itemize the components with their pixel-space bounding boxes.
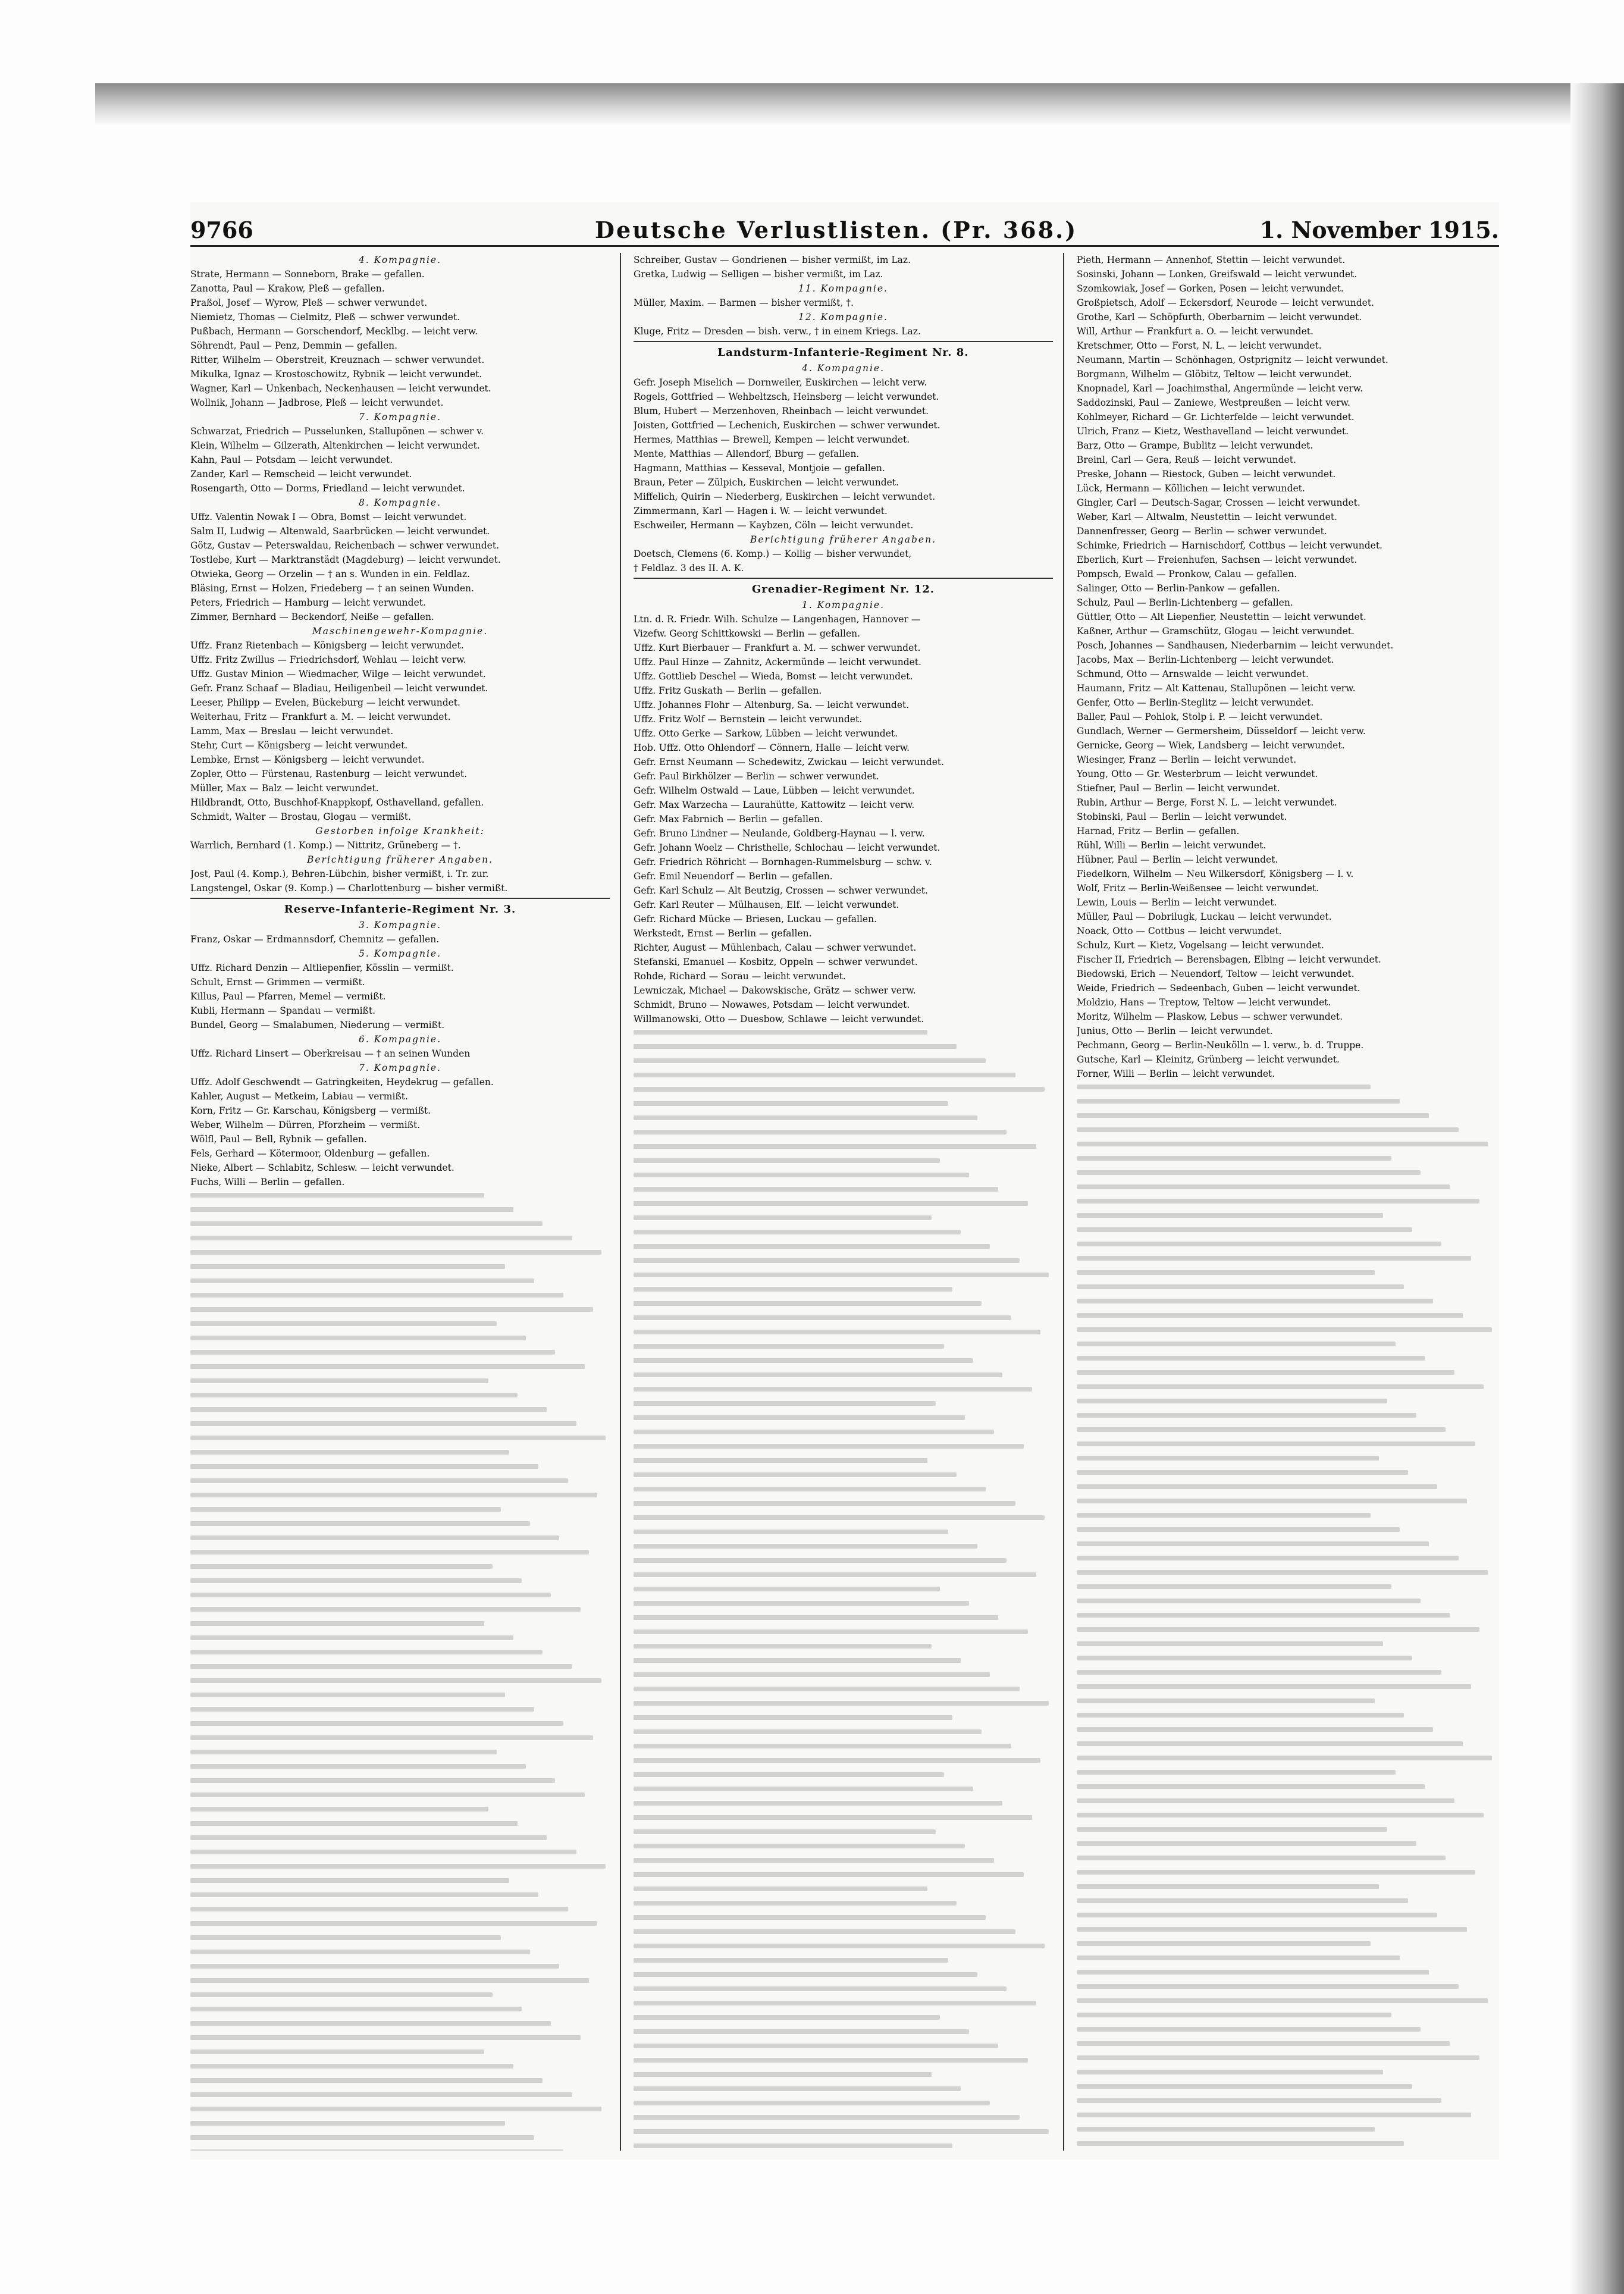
casualty-entry: Gefr. Karl Reuter — Mülhausen, Elf. — leicht verwundet. bbox=[634, 900, 899, 910]
column-divider bbox=[620, 253, 621, 2151]
casualty-entry: Müller, Maxim. — Barmen — bisher vermißt, †. bbox=[634, 297, 854, 308]
casualty-entry: Schmidt, Bruno — Nowawes, Potsdam — leicht verwundet. bbox=[634, 999, 910, 1010]
casualty-entry: † Feldlaz. 3 des II. A. K. bbox=[634, 563, 744, 574]
casualty-entry: Uffz. Gottlieb Deschel — Wieda, Bomst — leicht verwundet. bbox=[634, 671, 913, 682]
casualty-entry: Ltn. d. R. Friedr. Wilh. Schulze — Langenhagen, Hannover — bbox=[634, 614, 921, 625]
casualty-entry: Uffz. Richard Denzin — Altliepenfier, Kösslin — vermißt. bbox=[190, 963, 454, 973]
casualty-entry: Wagner, Karl — Unkenbach, Neckenhausen — leicht verwundet. bbox=[190, 383, 491, 394]
casualty-entry: Strate, Hermann — Sonneborn, Brake — gefallen. bbox=[190, 269, 425, 280]
casualty-entry: Leeser, Philipp — Evelen, Bückeburg — leicht verwundet. bbox=[190, 697, 460, 708]
casualty-entry: Genfer, Otto — Berlin-Steglitz — leicht verwundet. bbox=[1077, 697, 1314, 708]
casualty-entry: Jost, Paul (4. Komp.), Behren-Lübchin, bisher vermißt, i. Tr. zur. bbox=[190, 869, 489, 879]
casualty-entry: Zanotta, Paul — Krakow, Pleß — gefallen. bbox=[190, 283, 385, 294]
casualty-entry: Stiefner, Paul — Berlin — leicht verwundet. bbox=[1077, 783, 1280, 794]
casualty-entry: Niemietz, Thomas — Cielmitz, Pleß — schwer verwundet. bbox=[190, 312, 460, 322]
casualty-entry: Kahn, Paul — Potsdam — leicht verwundet. bbox=[190, 455, 393, 465]
casualty-entry: Gefr. Wilhelm Ostwald — Laue, Lübben — leicht verwundet. bbox=[634, 785, 915, 796]
casualty-entry: Gutsche, Karl — Kleinitz, Grünberg — leicht verwundet. bbox=[1077, 1054, 1340, 1065]
casualty-entry: Uffz. Fritz Guskath — Berlin — gefallen. bbox=[634, 685, 822, 696]
casualty-entry: Pompsch, Ewald — Pronkow, Calau — gefallen. bbox=[1077, 569, 1297, 579]
casualty-entry: Ritter, Wilhelm — Oberstreit, Kreuznach — schwer verwundet. bbox=[190, 355, 485, 365]
casualty-entry: Uffz. Otto Gerke — Sarkow, Lübben — leicht verwundet. bbox=[634, 728, 898, 739]
casualty-entry: Lewin, Louis — Berlin — leicht verwundet. bbox=[1077, 897, 1277, 908]
casualty-entry: Werkstedt, Ernst — Berlin — gefallen. bbox=[634, 928, 812, 939]
casualty-entry: Wolf, Fritz — Berlin-Weißensee — leicht verwundet. bbox=[1077, 883, 1319, 894]
casualty-entry: Warrlich, Bernhard (1. Komp.) — Nittritz, Grüneberg — †. bbox=[190, 840, 461, 851]
casualty-entry: Fischer II, Friedrich — Berensbagen, Elbing — leicht verwundet. bbox=[1077, 954, 1381, 965]
casualty-entry: Joisten, Gottfried — Lechenich, Euskirchen — schwer verwundet. bbox=[634, 420, 940, 431]
casualty-entry: Gefr. Joseph Miselich — Dornweiler, Euskirchen — leicht verw. bbox=[634, 377, 927, 388]
casualty-entry: Gefr. Friedrich Röhricht — Bornhagen-Rummelsburg — schw. v. bbox=[634, 857, 932, 867]
casualty-entry: Uffz. Gustav Minion — Wiedmacher, Wilge — leicht verwundet. bbox=[190, 669, 486, 679]
casualty-entry: Weber, Karl — Altwalm, Neustettin — leicht verwundet. bbox=[1077, 512, 1337, 522]
casualty-entry: Will, Arthur — Frankfurt a. O. — leicht verwundet. bbox=[1077, 326, 1313, 337]
casualty-entry: Hagmann, Matthias — Kesseval, Montjoie — gefallen. bbox=[634, 463, 885, 474]
casualty-entry: Lembke, Ernst — Königsberg — leicht verwundet. bbox=[190, 754, 425, 765]
casualty-entry: Baller, Paul — Pohlok, Stolp i. P. — leicht verwundet. bbox=[1077, 712, 1323, 722]
casualty-entry: Schulz, Kurt — Kietz, Vogelsang — leicht verwundet. bbox=[1077, 940, 1324, 951]
casualty-entry: Stefanski, Emanuel — Kosbitz, Oppeln — schwer verwundet. bbox=[634, 957, 918, 967]
casualty-entry: Fiedelkorn, Wilhelm — Neu Wilkersdorf, Königsberg — l. v. bbox=[1077, 869, 1354, 879]
section-heading: 11. Kompagnie. bbox=[798, 283, 888, 294]
casualty-entry: Praßol, Josef — Wyrow, Pleß — schwer verwundet. bbox=[190, 297, 428, 308]
text-continuation-placeholder bbox=[1077, 1085, 1496, 2151]
scan-edge-right bbox=[1570, 83, 1624, 2294]
casualty-entry: Uffz. Richard Linsert — Oberkreisau — † an seinen Wunden bbox=[190, 1048, 471, 1059]
casualty-entry: Schwarzat, Friedrich — Pusselunken, Stallupönen — schwer v. bbox=[190, 426, 484, 437]
casualty-entry: Kahler, August — Metkeim, Labiau — vermißt. bbox=[190, 1091, 408, 1102]
casualty-entry: Mikulka, Ignaz — Krostoschowitz, Rybnik — leicht verwundet. bbox=[190, 369, 482, 380]
casualty-entry: Pieth, Hermann — Annenhof, Stettin — leicht verwundet. bbox=[1077, 255, 1346, 265]
casualty-entry: Pechmann, Georg — Berlin-Neukölln — l. verw., b. d. Truppe. bbox=[1077, 1040, 1364, 1051]
casualty-entry: Zander, Karl — Remscheid — leicht verwundet. bbox=[190, 469, 412, 480]
casualty-entry: Müller, Max — Balz — leicht verwundet. bbox=[190, 783, 379, 794]
casualty-entry: Kohlmeyer, Richard — Gr. Lichterfelde — leicht verwundet. bbox=[1077, 412, 1355, 422]
casualty-entry: Korn, Fritz — Gr. Karschau, Königsberg — vermißt. bbox=[190, 1105, 431, 1116]
casualty-entry: Söhrendt, Paul — Penz, Demmin — gefallen. bbox=[190, 340, 398, 351]
casualty-entry: Gefr. Max Fabrnich — Berlin — gefallen. bbox=[634, 814, 823, 825]
casualty-entry: Hermes, Matthias — Brewell, Kempen — leicht verwundet. bbox=[634, 434, 910, 445]
casualty-entry: Lewniczak, Michael — Dakowskische, Grätz — schwer verw. bbox=[634, 985, 916, 996]
text-continuation-placeholder bbox=[190, 1193, 610, 2151]
casualty-entry: Güttler, Otto — Alt Liepenfier, Neustettin — leicht verwundet. bbox=[1077, 612, 1366, 622]
casualty-entry: Schult, Ernst — Grimmen — vermißt. bbox=[190, 977, 365, 988]
casualty-entry: Lück, Hermann — Köllichen — leicht verwundet. bbox=[1077, 483, 1305, 494]
casualty-entry: Rohde, Richard — Sorau — leicht verwundet. bbox=[634, 971, 846, 982]
casualty-entry: Zimmer, Bernhard — Beckendorf, Neiße — gefallen. bbox=[190, 612, 434, 622]
casualty-entry: Salm II, Ludwig — Altenwald, Saarbrücken — leicht verwundet. bbox=[190, 526, 490, 537]
section-heading: Berichtigung früherer Angaben. bbox=[306, 854, 494, 865]
section-heading: 12. Kompagnie. bbox=[798, 312, 888, 322]
casualty-entry: Fels, Gerhard — Kötermoor, Oldenburg — gefallen. bbox=[190, 1148, 430, 1159]
casualty-entry: Stehr, Curt — Königsberg — leicht verwundet. bbox=[190, 740, 408, 751]
column-1 bbox=[190, 253, 610, 2151]
casualty-entry: Gingler, Carl — Deutsch-Sagar, Crossen — leicht verwundet. bbox=[1077, 497, 1360, 508]
column-3 bbox=[1077, 253, 1496, 2151]
section-heading: 7. Kompagnie. bbox=[358, 1063, 442, 1073]
casualty-entry: Mente, Matthias — Allendorf, Bburg — gefallen. bbox=[634, 449, 860, 459]
casualty-entry: Gefr. Richard Mücke — Briesen, Luckau — gefallen. bbox=[634, 914, 877, 925]
casualty-entry: Nieke, Albert — Schlabitz, Schlesw. — leicht verwundet. bbox=[190, 1162, 454, 1173]
section-heading: Gestorben infolge Krankheit: bbox=[315, 826, 485, 836]
casualty-entry: Zimmermann, Karl — Hagen i. W. — leicht verwundet. bbox=[634, 506, 888, 516]
casualty-entry: Gefr. Emil Neuendorf — Berlin — gefallen. bbox=[634, 871, 833, 882]
casualty-entry: Kretschmer, Otto — Forst, N. L. — leicht verwundet. bbox=[1077, 340, 1322, 351]
section-heading: 3. Kompagnie. bbox=[358, 920, 442, 930]
casualty-entry: Gefr. Ernst Neumann — Schedewitz, Zwickau — leicht verwundet. bbox=[634, 757, 945, 767]
section-heading: 7. Kompagnie. bbox=[358, 412, 442, 422]
page-header bbox=[190, 214, 1499, 250]
casualty-entry: Ulrich, Franz — Kietz, Westhavelland — leicht verwundet. bbox=[1077, 426, 1349, 437]
scan-edge-top bbox=[95, 83, 1618, 125]
newspaper-page bbox=[190, 202, 1499, 2160]
regiment-heading: Reserve-Infanterie-Regiment Nr. 3. bbox=[190, 898, 610, 917]
page-date: 1. November 1915. bbox=[1259, 217, 1499, 243]
casualty-entry: Wölfl, Paul — Bell, Rybnik — gefallen. bbox=[190, 1134, 367, 1145]
casualty-entry: Uffz. Kurt Bierbauer — Frankfurt a. M. — schwer verwundet. bbox=[634, 643, 921, 653]
casualty-entry: Lamm, Max — Breslau — leicht verwundet. bbox=[190, 726, 394, 737]
casualty-entry: Junius, Otto — Berlin — leicht verwundet. bbox=[1077, 1026, 1273, 1036]
casualty-entry: Peters, Friedrich — Hamburg — leicht verwundet. bbox=[190, 597, 426, 608]
casualty-entry: Otwieka, Georg — Orzelin — † an s. Wunden in ein. Feldlaz. bbox=[190, 569, 471, 579]
section-heading: 8. Kompagnie. bbox=[358, 497, 442, 508]
casualty-entry: Doetsch, Clemens (6. Komp.) — Kollig — bisher verwundet, bbox=[634, 549, 912, 559]
section-heading: 4. Kompagnie. bbox=[801, 363, 885, 374]
casualty-entry: Kluge, Fritz — Dresden — bish. verw., † in einem Kriegs. Laz. bbox=[634, 326, 921, 337]
casualty-entry: Grothe, Karl — Schöpfurth, Oberbarnim — leicht verwundet. bbox=[1077, 312, 1362, 322]
casualty-entry: Moritz, Wilhelm — Plaskow, Lebus — schwer verwundet. bbox=[1077, 1011, 1343, 1022]
casualty-entry: Weide, Friedrich — Sedeenbach, Guben — leicht verwundet. bbox=[1077, 983, 1360, 994]
casualty-entry: Noack, Otto — Cottbus — leicht verwundet. bbox=[1077, 926, 1282, 936]
casualty-entry: Uffz. Paul Hinze — Zahnitz, Ackermünde — leicht verwundet. bbox=[634, 657, 921, 667]
casualty-entry: Breinl, Carl — Gera, Reuß — leicht verwundet. bbox=[1077, 455, 1296, 465]
casualty-entry: Rühl, Willi — Berlin — leicht verwundet. bbox=[1077, 840, 1266, 851]
casualty-entry: Stobinski, Paul — Berlin — leicht verwundet. bbox=[1077, 811, 1287, 822]
casualty-entry: Weber, Wilhelm — Dürren, Pforzheim — vermißt. bbox=[190, 1120, 421, 1130]
casualty-entry: Neumann, Martin — Schönhagen, Ostprignitz — leicht verwundet. bbox=[1077, 355, 1388, 365]
casualty-entry: Gernicke, Georg — Wiek, Landsberg — leicht verwundet. bbox=[1077, 740, 1345, 751]
casualty-entry: Vizefw. Georg Schittkowski — Berlin — gefallen. bbox=[634, 628, 861, 639]
casualty-entry: Uffz. Fritz Zwillus — Friedrichsdorf, Wehlau — leicht verw. bbox=[190, 654, 466, 665]
casualty-entry: Zopler, Otto — Fürstenau, Rastenburg — leicht verwundet. bbox=[190, 769, 468, 779]
casualty-entry: Salinger, Otto — Berlin-Pankow — gefallen. bbox=[1077, 583, 1280, 594]
casualty-entry: Dannenfresser, Georg — Berlin — schwer verwundet. bbox=[1077, 526, 1327, 537]
casualty-entry: Bundel, Georg — Smalabumen, Niederung — vermißt. bbox=[190, 1020, 445, 1030]
casualty-entry: Fuchs, Willi — Berlin — gefallen. bbox=[190, 1177, 345, 1187]
casualty-entry: Großpietsch, Adolf — Eckersdorf, Neurode — leicht verwundet. bbox=[1077, 297, 1374, 308]
casualty-entry: Gefr. Bruno Lindner — Neulande, Goldberg-Haynau — l. verw. bbox=[634, 828, 925, 839]
regiment-heading: Landsturm-Infanterie-Regiment Nr. 8. bbox=[634, 341, 1053, 360]
column-divider bbox=[1063, 253, 1064, 2151]
casualty-entry: Gefr. Johann Woelz — Christhelle, Schlochau — leicht verwundet. bbox=[634, 842, 940, 853]
casualty-entry: Borgmann, Wilhelm — Glöbitz, Teltow — leicht verwundet. bbox=[1077, 369, 1352, 380]
casualty-entry: Preske, Johann — Riestock, Guben — leicht verwundet. bbox=[1077, 469, 1336, 480]
casualty-entry: Barz, Otto — Grampe, Bublitz — leicht verwundet. bbox=[1077, 440, 1313, 451]
regiment-heading: Grenadier-Regiment Nr. 12. bbox=[634, 578, 1053, 597]
casualty-entry: Schmidt, Walter — Brostau, Glogau — vermißt. bbox=[190, 811, 411, 822]
section-heading: Berichtigung früherer Angaben. bbox=[750, 534, 937, 545]
casualty-entry: Gefr. Karl Schulz — Alt Beutzig, Crossen — schwer verwundet. bbox=[634, 885, 928, 896]
casualty-entry: Miffelich, Quirin — Niederberg, Euskirchen — leicht verwundet. bbox=[634, 491, 936, 502]
section-heading: Maschinengewehr-Kompagnie. bbox=[312, 626, 488, 637]
casualty-entry: Willmanowski, Otto — Duesbow, Schlawe — leicht verwundet. bbox=[634, 1014, 924, 1024]
casualty-entry: Hübner, Paul — Berlin — leicht verwundet. bbox=[1077, 854, 1278, 865]
casualty-entry: Eschweiler, Hermann — Kaybzen, Cöln — leicht verwundet. bbox=[634, 520, 914, 531]
text-continuation-placeholder bbox=[634, 1030, 1053, 2151]
casualty-entry: Hob. Uffz. Otto Ohlendorf — Cönnern, Halle — leicht verw. bbox=[634, 742, 910, 753]
casualty-entry: Moldzio, Hans — Treptow, Teltow — leicht verwundet. bbox=[1077, 997, 1331, 1008]
casualty-entry: Wiesinger, Franz — Berlin — leicht verwundet. bbox=[1077, 754, 1297, 765]
casualty-entry: Kaßner, Arthur — Gramschütz, Glogau — leicht verwundet. bbox=[1077, 626, 1355, 637]
casualty-entry: Braun, Peter — Zülpich, Euskirchen — leicht verwundet. bbox=[634, 477, 899, 488]
casualty-entry: Tostlebe, Kurt — Marktranstädt (Magdeburg) — leicht verwundet. bbox=[190, 554, 501, 565]
casualty-entry: Killus, Paul — Pfarren, Memel — vermißt. bbox=[190, 991, 386, 1002]
section-heading: 4. Kompagnie. bbox=[358, 255, 442, 265]
casualty-entry: Uffz. Fritz Wolf — Bernstein — leicht verwundet. bbox=[634, 714, 863, 725]
casualty-entry: Pußbach, Hermann — Gorschendorf, Mecklbg. — leicht verw. bbox=[190, 326, 478, 337]
casualty-entry: Jacobs, Max — Berlin-Lichtenberg — leicht verwundet. bbox=[1077, 654, 1334, 665]
casualty-entry: Biedowski, Erich — Neuendorf, Teltow — leicht verwundet. bbox=[1077, 969, 1355, 979]
casualty-entry: Schulz, Paul — Berlin-Lichtenberg — gefallen. bbox=[1077, 597, 1293, 608]
casualty-entry: Kubli, Hermann — Spandau — vermißt. bbox=[190, 1005, 376, 1016]
casualty-entry: Gefr. Franz Schaaf — Bladiau, Heiligenbeil — leicht verwundet. bbox=[190, 683, 488, 694]
casualty-entry: Götz, Gustav — Peterswaldau, Reichenbach — schwer verwundet. bbox=[190, 540, 500, 551]
casualty-entry: Rubin, Arthur — Berge, Forst N. L. — leicht verwundet. bbox=[1077, 797, 1337, 808]
casualty-entry: Knopnadel, Karl — Joachimsthal, Angermünde — leicht verw. bbox=[1077, 383, 1363, 394]
casualty-entry: Blum, Hubert — Merzenhoven, Rheinbach — leicht verwundet. bbox=[634, 406, 929, 416]
casualty-entry: Schimke, Friedrich — Harnischdorf, Cottbus — leicht verwundet. bbox=[1077, 540, 1382, 551]
casualty-entry: Haumann, Fritz — Alt Kattenau, Stallupönen — leicht verw. bbox=[1077, 683, 1356, 694]
casualty-entry: Harnad, Fritz — Berlin — gefallen. bbox=[1077, 826, 1240, 836]
casualty-entry: Gefr. Paul Birkhölzer — Berlin — schwer verwundet. bbox=[634, 771, 879, 782]
casualty-entry: Klein, Wilhelm — Gilzerath, Altenkirchen — leicht verwundet. bbox=[190, 440, 480, 451]
casualty-entry: Eberlich, Kurt — Freienhufen, Sachsen — leicht verwundet. bbox=[1077, 554, 1357, 565]
casualty-entry: Schmund, Otto — Arnswalde — leicht verwundet. bbox=[1077, 669, 1309, 679]
casualty-entry: Hildbrandt, Otto, Buschhof-Knappkopf, Osthavelland, gefallen. bbox=[190, 797, 484, 808]
casualty-entry: Posch, Johannes — Sandhausen, Niederbarnim — leicht verwundet. bbox=[1077, 640, 1394, 651]
casualty-entry: Uffz. Valentin Nowak I — Obra, Bomst — leicht verwundet. bbox=[190, 512, 467, 522]
casualty-entry: Rogels, Gottfried — Wehbeltzsch, Heinsberg — leicht verwundet. bbox=[634, 391, 939, 402]
casualty-entry: Gretka, Ludwig — Selligen — bisher vermißt, im Laz. bbox=[634, 269, 883, 280]
header-rule bbox=[190, 245, 1499, 247]
page-title: Deutsche Verlustlisten. (Pr. 368.) bbox=[595, 217, 1078, 243]
casualty-entry: Richter, August — Mühlenbach, Calau — schwer verwundet. bbox=[634, 942, 917, 953]
casualty-entry: Müller, Paul — Dobrilugk, Luckau — leicht verwundet. bbox=[1077, 911, 1332, 922]
casualty-entry: Szomkowiak, Josef — Gorken, Posen — leicht verwundet. bbox=[1077, 283, 1344, 294]
casualty-entry: Saddozinski, Paul — Zaniewe, Westpreußen — leicht verw. bbox=[1077, 397, 1350, 408]
section-heading: 6. Kompagnie. bbox=[358, 1034, 442, 1045]
section-heading: 1. Kompagnie. bbox=[801, 600, 885, 610]
casualty-entry: Uffz. Adolf Geschwendt — Gatringkeiten, Heydekrug — gefallen. bbox=[190, 1077, 494, 1088]
casualty-entry: Langstengel, Oskar (9. Komp.) — Charlottenburg — bisher vermißt. bbox=[190, 883, 508, 894]
casualty-entry: Forner, Willi — Berlin — leicht verwundet. bbox=[1077, 1068, 1275, 1079]
casualty-entry: Bläsing, Ernst — Holzen, Friedeberg — † an seinen Wunden. bbox=[190, 583, 474, 594]
casualty-entry: Uffz. Franz Rietenbach — Königsberg — leicht verwundet. bbox=[190, 640, 464, 651]
casualty-entry: Gundlach, Werner — Germersheim, Düsseldorf — leicht verw. bbox=[1077, 726, 1366, 737]
casualty-entry: Uffz. Johannes Flohr — Altenburg, Sa. — leicht verwundet. bbox=[634, 700, 910, 710]
casualty-entry: Gefr. Max Warzecha — Laurahütte, Kattowitz — leicht verw. bbox=[634, 800, 915, 810]
casualty-entry: Rosengarth, Otto — Dorms, Friedland — leicht verwundet. bbox=[190, 483, 465, 494]
casualty-entry: Franz, Oskar — Erdmannsdorf, Chemnitz — gefallen. bbox=[190, 934, 440, 945]
column-2 bbox=[634, 253, 1053, 2151]
page-number: 9766 bbox=[190, 217, 253, 243]
casualty-entry: Sosinski, Johann — Lonken, Greifswald — leicht verwundet. bbox=[1077, 269, 1357, 280]
casualty-entry: Wollnik, Johann — Jadbrose, Pleß — leicht verwundet. bbox=[190, 397, 444, 408]
casualty-entry: Young, Otto — Gr. Westerbrum — leicht verwundet. bbox=[1077, 769, 1318, 779]
casualty-entry: Schreiber, Gustav — Gondrienen — bisher vermißt, im Laz. bbox=[634, 255, 911, 265]
section-heading: 5. Kompagnie. bbox=[358, 948, 442, 959]
casualty-entry: Weiterhau, Fritz — Frankfurt a. M. — leicht verwundet. bbox=[190, 712, 451, 722]
